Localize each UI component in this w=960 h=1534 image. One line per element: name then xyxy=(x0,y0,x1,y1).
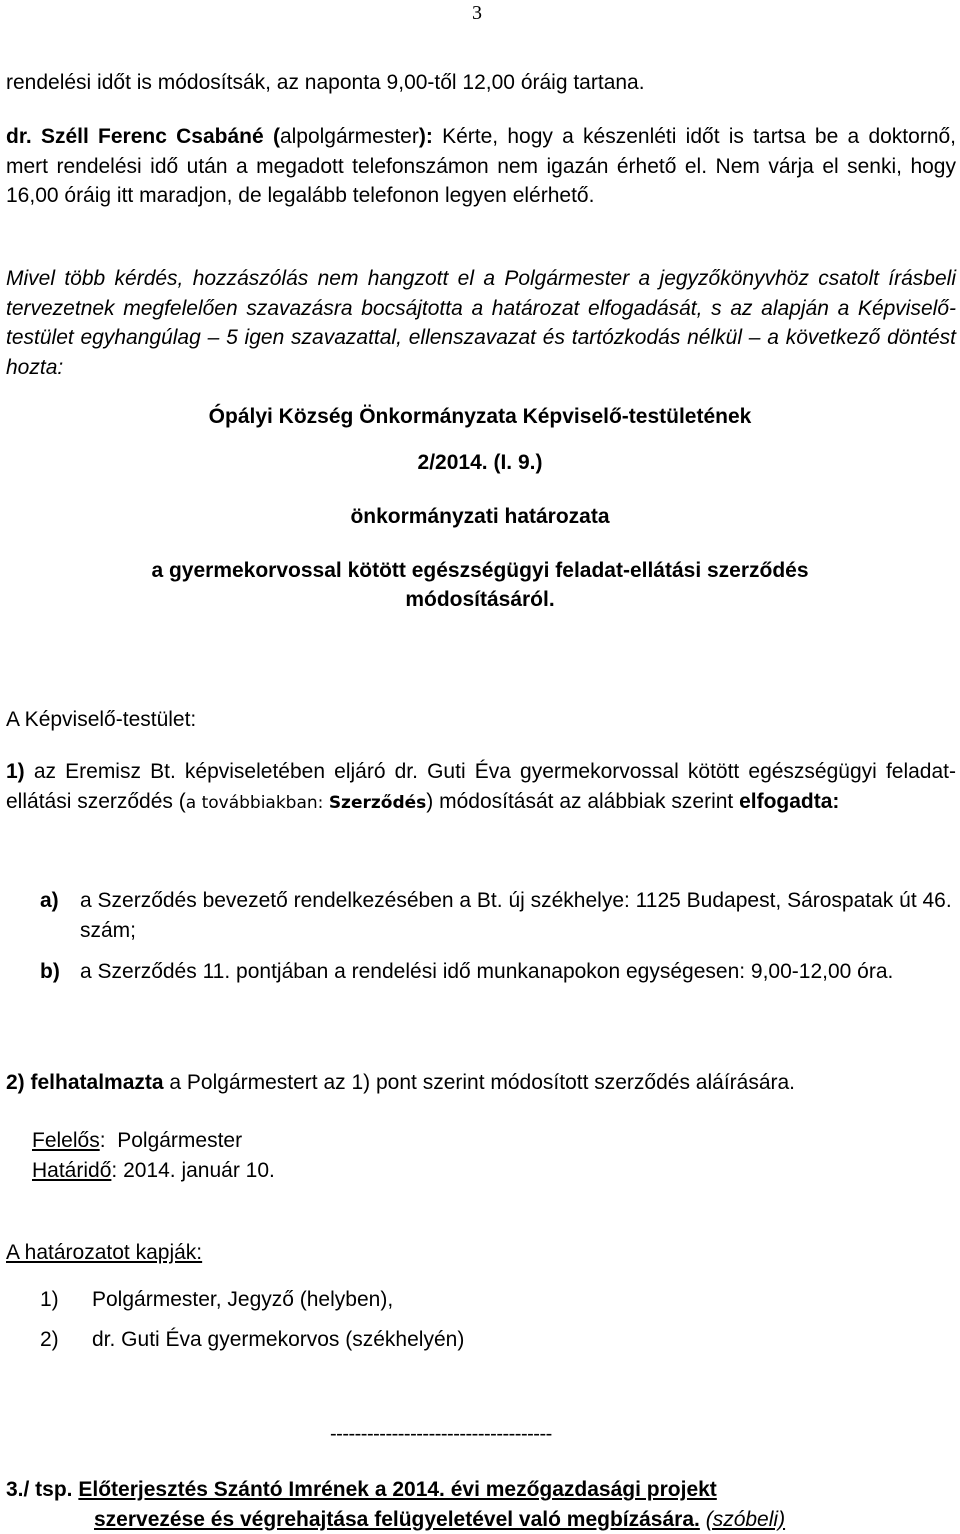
recipient-2-number: 2) xyxy=(40,1325,92,1355)
point-1-text-a: az Eremisz Bt. képviseletében eljáró dr. Guti Éva gyermekorvossal kötött egészségügyi feladat-ellátási szerződés ( xyxy=(6,760,956,813)
vote-paragraph: Mivel több kérdés, hozzászólás nem hangzott el a Polgármester a jegyzőkönyvhöz csatolt írásbeli tervezetnek megfelelően szavazásra bocsájtotta a határozat elfogadását, s az alapján a Képviselő-testület egyhangúlag – 5 igen szavazattal, ellenszavazat és tartózkodás nélkül – a következő döntést hozta: xyxy=(6,264,956,382)
sub-item-a-text: a Szerződés bevezető rendelkezésében a Bt. új székhelye: 1125 Budapest, Sárospatak út 46. szám; xyxy=(80,886,955,945)
responsible-line xyxy=(32,1126,932,1156)
point-2 xyxy=(6,1068,956,1098)
recipient-1-text: Polgármester, Jegyző (helyben), xyxy=(92,1288,393,1311)
resolution-subject-line1: a gyermekorvossal kötött egészségügyi feladat-ellátási szerződés xyxy=(0,559,960,583)
recipient-2 xyxy=(40,1325,464,1355)
responsible-label: Felelős xyxy=(32,1129,100,1152)
sub-item-a-label: a) xyxy=(40,886,59,916)
body-label: A Képviselő-testület: xyxy=(6,705,956,735)
deadline-line xyxy=(32,1156,932,1186)
resolution-number: 2/2014. (I. 9.) xyxy=(0,451,960,475)
speaker-role-open: ( xyxy=(273,125,280,148)
point-1-text-small-bold: Szerződés xyxy=(329,793,426,813)
resolution-subject-line2: módosításáról. xyxy=(0,588,960,612)
sub-item-b-text: a Szerződés 11. pontjában a rendelési idő munkanapokon egységesen: 9,00-12,00 óra. xyxy=(80,957,955,987)
point-1-text-b: ) módosítását az alábbiak szerint xyxy=(426,790,739,813)
next-item-number: 3./ tsp. xyxy=(6,1478,73,1501)
speaker-role: alpolgármester xyxy=(280,125,419,148)
point-2-label: 2) felhatalmazta xyxy=(6,1071,164,1094)
next-item-title-line1: Előterjesztés Szántó Imrének a 2014. évi mezőgazdasági projekt xyxy=(78,1478,716,1501)
point-1-text-small: a továbbiakban: xyxy=(186,793,329,813)
speech-text: Kérte, hogy a készenléti időt is tartsa be a doktornő, mert rendelési idő után a megadott telefonszámon nem igazán érhető el. Nem várja el senki, hogy 16,00 óráig itt maradjon, de legalább telefonon legyen elérhető. xyxy=(6,125,956,207)
resolution-body: Ópályi Község Önkormányzata Képviselő-testületének xyxy=(0,405,960,429)
speech-paragraph xyxy=(6,122,956,211)
point-1-label: 1) xyxy=(6,760,25,783)
responsible-colon: : xyxy=(100,1129,106,1152)
paragraph-opening: rendelési időt is módosítsák, az naponta 9,00-től 12,00 óráig tartana. xyxy=(6,68,956,98)
deadline-value: 2014. január 10. xyxy=(117,1159,275,1182)
responsible-value: Polgármester xyxy=(106,1129,243,1152)
next-item-note: (szóbeli) xyxy=(706,1508,785,1531)
resolution-kind: önkormányzati határozata xyxy=(0,505,960,529)
sub-item-b-label: b) xyxy=(40,957,60,987)
next-item-line1 xyxy=(6,1475,956,1505)
point-1-text-bold: elfogadta: xyxy=(739,790,839,813)
recipient-1 xyxy=(40,1285,393,1315)
deadline-colon: : xyxy=(111,1159,117,1182)
point-2-text: a Polgármestert az 1) pont szerint módosított szerződés aláírására. xyxy=(164,1071,795,1094)
deadline-label: Határidő xyxy=(32,1159,111,1182)
next-item-line2 xyxy=(6,1505,956,1534)
next-agenda-item xyxy=(6,1475,956,1534)
speaker-name: Széll Ferenc Csabáné xyxy=(41,125,264,148)
point-1 xyxy=(6,757,956,818)
separator-line: ------------------------------------ xyxy=(330,1423,552,1446)
recipients-label: A határozatot kapják: xyxy=(6,1238,956,1268)
speaker-title: dr. xyxy=(6,125,32,148)
next-item-title-line2: szervezése és végrehajtása felügyeletével való megbízására. xyxy=(94,1508,700,1531)
page-number: 3 xyxy=(472,2,482,25)
recipient-1-number: 1) xyxy=(40,1285,92,1315)
recipient-2-text: dr. Guti Éva gyermekorvos (székhelyén) xyxy=(92,1328,464,1351)
speaker-role-close: ): xyxy=(419,125,433,148)
